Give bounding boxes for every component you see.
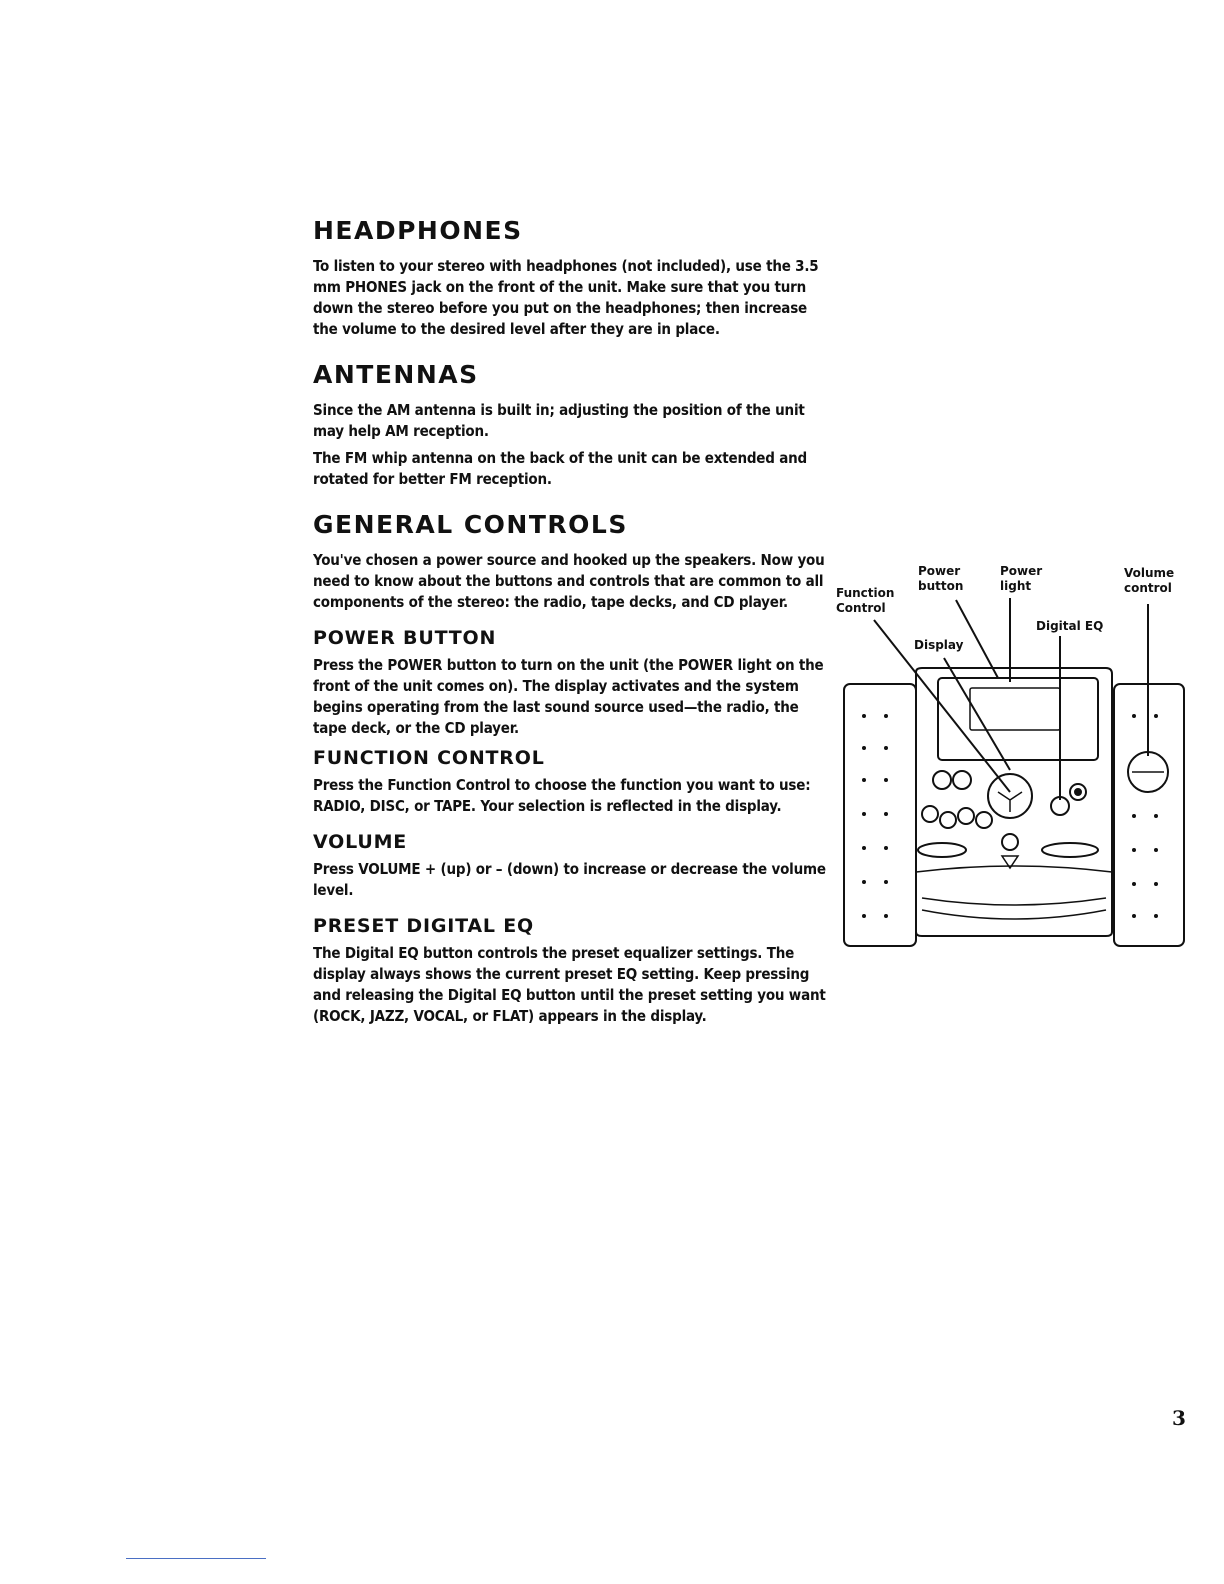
antennas-paragraph-1: Since the AM antenna is built in; adjusting the position of the unit may help AM reception. — [313, 401, 805, 440]
headphones-paragraph: To listen to your stereo with headphones (not included), use the 3.5 mm PHONES jack on the front of the unit. Make sure that you turn down the stereo before you put on the headphones; then increase the volume to the desired level after they are in place. — [313, 257, 819, 338]
volume-paragraph: Press VOLUME + (up) or – (down) to increase or decrease the volume level. — [313, 860, 826, 899]
stereo-drawing — [830, 560, 1190, 960]
bottom-rule — [126, 1558, 266, 1559]
main-content — [313, 214, 833, 1033]
function-control-paragraph: Press the Function Control to choose the function you want to use: RADIO, DISC, or TAPE. Your selection is reflected in the display. — [313, 776, 811, 815]
volume-control-label: Volume control — [1124, 566, 1175, 595]
volume-heading: VOLUME — [313, 831, 408, 853]
page-number: 3 — [1172, 1406, 1186, 1430]
plus-button — [953, 771, 971, 789]
power-button-heading: POWER BUTTON — [313, 627, 497, 649]
antennas-paragraph-2: The FM whip antenna on the back of the unit can be extended and rotated for better FM reception. — [313, 449, 807, 488]
display-label: Display — [914, 638, 964, 652]
preset-eq-heading: PRESET DIGITAL EQ — [313, 915, 534, 937]
antennas-heading: ANTENNAS — [313, 360, 479, 389]
left-speaker — [844, 684, 916, 946]
power-button-paragraph: Press the POWER button to turn on the unit (the POWER light on the front of the unit comes on). The display activates and the system begins operating from the last sound source used—the radio, the tape deck, or the CD player. — [313, 656, 824, 737]
general-controls-heading: GENERAL CONTROLS — [313, 510, 628, 539]
main-unit — [916, 668, 1112, 936]
general-controls-paragraph: You've chosen a power source and hooked up the speakers. Now you need to know about the buttons and controls that are common to all components of the stereo: the radio, tape decks, and CD player. — [313, 551, 825, 611]
function-control-heading: FUNCTION CONTROL — [313, 747, 545, 769]
power-button-label: Power button — [918, 564, 964, 593]
function-control-label: Function Control — [836, 586, 895, 615]
digital-eq-label: Digital EQ — [1036, 619, 1104, 633]
minus-button — [933, 771, 951, 789]
power-light-label: Power light — [1000, 564, 1043, 593]
stereo-diagram — [830, 560, 1190, 960]
headphones-heading: HEADPHONES — [313, 216, 523, 245]
preset-eq-paragraph: The Digital EQ button controls the preset equalizer settings. The display always shows the current preset EQ setting. Keep pressing and releasing the Digital EQ button until the preset setting you want (ROCK, JAZZ, VOCAL, or FLAT) appears in the display. — [313, 944, 826, 1025]
